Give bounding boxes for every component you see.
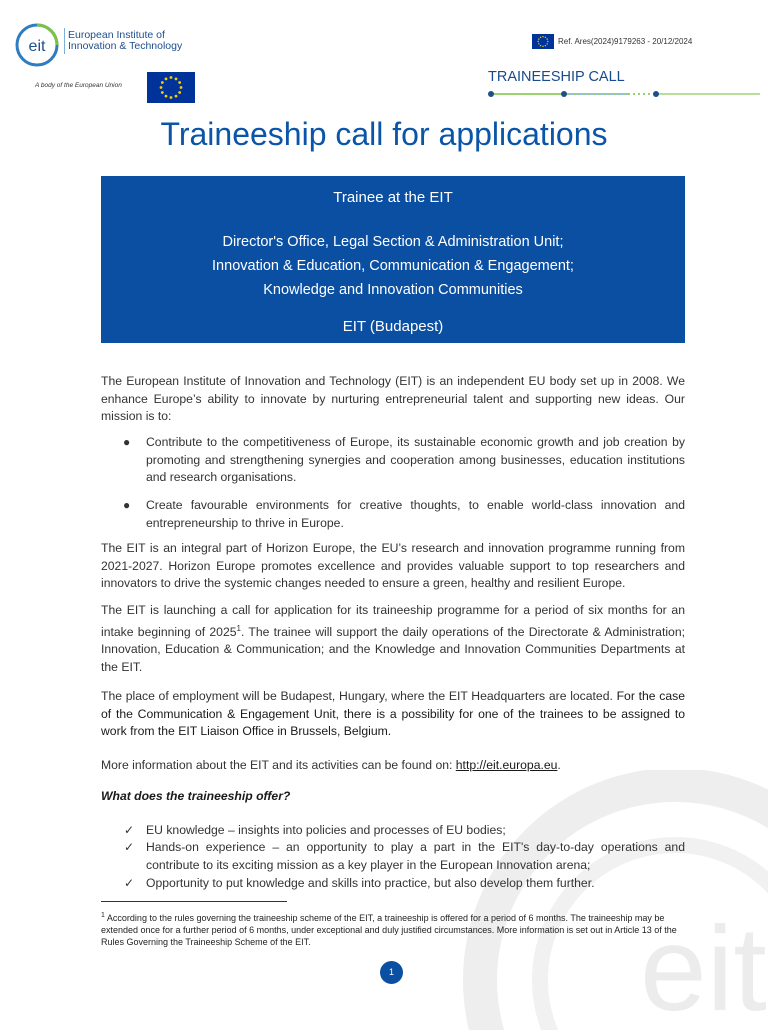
eu-star-icon <box>538 41 539 42</box>
units-line-3: Knowledge and Innovation Communities <box>263 282 523 298</box>
eu-star-icon <box>160 86 163 89</box>
footnote-text: According to the rules governing the traineeship scheme of the EIT, a traineeship is offered for a period of 6 months. The traineeship may be extended once for a further period of 6 months, under exceptional and duly justified circumstances. More information is set out in Article 13 of the Rules Governing the Traineeship Scheme of the EIT. <box>101 913 677 947</box>
place-text-a: The place of employment will be Budapest, Hungary, where the EIT Headquarters are located. <box>101 689 617 703</box>
eu-star-icon <box>540 37 541 38</box>
footnote <box>101 910 685 948</box>
place-paragraph <box>101 688 685 741</box>
footnote-rule <box>101 901 287 902</box>
eu-star-icon <box>538 43 539 44</box>
eu-star-icon <box>547 41 548 42</box>
footnote-reference: 1 <box>236 623 241 633</box>
section-divider-line <box>488 87 760 101</box>
eu-star-icon <box>170 96 173 99</box>
mission-bullet: Create favourable environments for creative thoughts, to enable world-class innovation and entrepreneurship to thrive in Europe. <box>146 498 685 530</box>
eu-star-icon <box>170 76 173 79</box>
eit-logo-icon <box>14 22 60 68</box>
eu-star-icon <box>165 77 168 80</box>
intro-paragraph: The European Institute of Innovation and Technology (EIT) is an independent EU body set up in 2008. We enhance Europe’s ability to innovate by nurturing entrepreneurial talent and supporting new ideas. Our mission is to: <box>101 374 685 423</box>
eit-watermark <box>440 770 768 1030</box>
page-title: Traineeship call for applications <box>160 116 608 152</box>
eu-star-icon <box>540 45 541 46</box>
eu-star-icon <box>545 37 546 38</box>
footnote-mark: 1 <box>101 912 105 919</box>
org-name-line-1: European Institute of <box>68 29 165 41</box>
reference-number: Ref. Ares(2024)9179263 - 20/12/2024 <box>558 37 693 46</box>
launch-text-a: The EIT is launching a call for application for its traineeship programme for a period of six months for an intake beginning of 2025 <box>101 603 685 639</box>
page-number: 1 <box>380 961 403 984</box>
eu-star-icon <box>542 36 543 37</box>
mission-bullet: Contribute to the competitiveness of Europe, its sustainable economic growth and job creation by promoting and strengthening synergies and cooperation among businesses, education institutions and research organisations. <box>146 435 685 484</box>
offer-heading: What does the traineeship offer? <box>101 789 291 803</box>
eit-logo-text: eit <box>28 38 46 55</box>
position-summary-box <box>101 176 685 343</box>
bullet-icon: ● <box>123 498 131 512</box>
checkmark-icon: ✓ <box>124 876 135 890</box>
bullet-icon: ● <box>123 435 131 449</box>
eu-star-icon <box>161 81 164 84</box>
org-name-line-2: Innovation & Technology <box>68 40 183 52</box>
units-line-1: Director's Office, Legal Section & Administration Unit; <box>222 234 564 250</box>
eu-star-icon <box>542 46 543 47</box>
eu-star-icon <box>545 45 546 46</box>
launch-paragraph <box>101 602 685 676</box>
eu-star-icon <box>175 95 178 98</box>
eu-star-icon <box>180 86 183 89</box>
offer-item: EU knowledge – insights into policies and processes of EU bodies; <box>146 823 506 837</box>
checkmark-icon: ✓ <box>124 823 135 837</box>
more-info-prefix: More information about the EIT and its activities can be found on: <box>101 758 456 772</box>
eu-star-icon <box>161 91 164 94</box>
logo-divider <box>64 28 65 54</box>
eu-star-icon <box>546 38 547 39</box>
eu-star-icon <box>178 91 181 94</box>
position-location: EIT (Budapest) <box>342 318 444 335</box>
offer-item: Hands-on experience – an opportunity to play a part in the EIT's day-to-day operations and contribute to its exciting mission as a key player in the European Innovation arena; <box>146 840 685 872</box>
position-title: Trainee at the EIT <box>333 189 453 206</box>
place-text-b: For the case of the Communication & Engagement Unit, there is a possibility for one of the trainees to be assigned to work from the EIT Liaison Office in Brussels, Belgium. <box>101 689 685 738</box>
section-label: TRAINEESHIP CALL <box>488 69 625 85</box>
units-line-2: Innovation & Education, Communication & Engagement; <box>212 258 574 274</box>
checkmark-icon: ✓ <box>124 840 135 854</box>
offer-item: Opportunity to put knowledge and skills into practice, but also develop them further. <box>146 876 595 890</box>
eu-star-icon <box>546 43 547 44</box>
org-name <box>68 30 182 52</box>
eu-star-icon <box>165 95 168 98</box>
horizon-paragraph: The EIT is an integral part of Horizon Europe, the EU’s research and innovation programme running from 2021-2027. Horizon Europe promotes excellence and provides valuable support to top researchers and innovators to drive the systemic changes needed to ensure a green, healthy and resilient Europe. <box>101 541 685 590</box>
eit-website-link[interactable]: http://eit.europa.eu <box>455 758 558 772</box>
eu-flag-small-icon <box>532 34 554 49</box>
eu-star-icon <box>175 77 178 80</box>
more-info-paragraph <box>101 757 685 775</box>
more-info-suffix: . <box>557 758 561 772</box>
eu-star-icon <box>178 81 181 84</box>
eu-star-icon <box>538 38 539 39</box>
eu-flag-icon <box>147 72 195 103</box>
watermark-text: eit <box>640 902 767 1030</box>
eu-body-note: A body of the European Union <box>35 82 122 89</box>
launch-text-b: . The trainee will support the daily operations of the Directorate & Administration; Innovation, Education & Communication; and the Knowledge and Innovation Communities Departments at the EIT. <box>101 624 685 674</box>
